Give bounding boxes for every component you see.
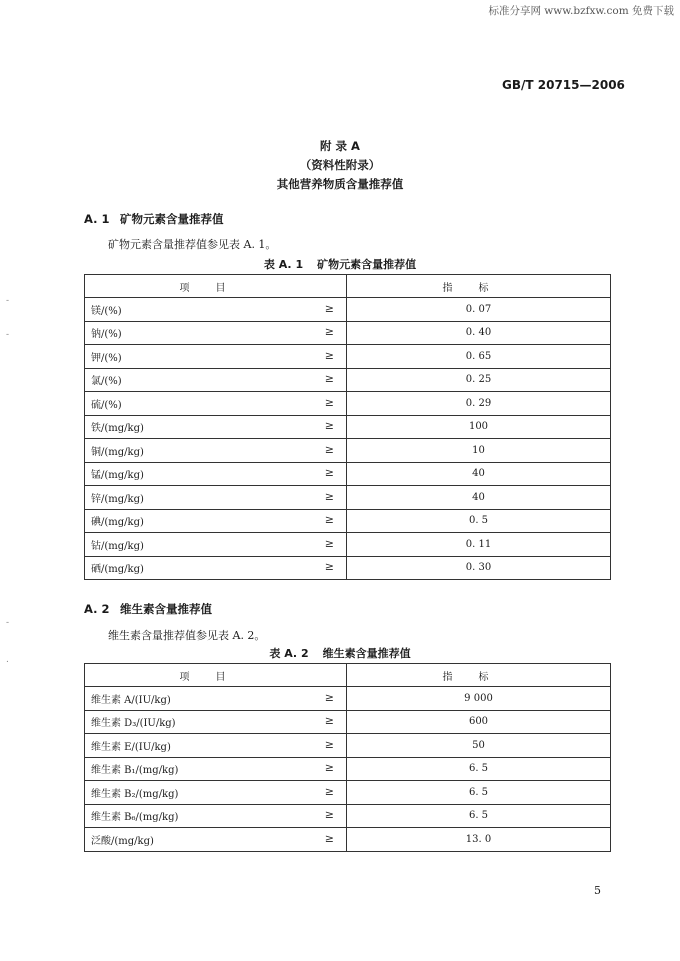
table-a1-item-label: 铁/(mg/kg): [91, 423, 144, 435]
table-a1-item-cell: [85, 368, 347, 392]
table-a1-value-cell: 40: [347, 462, 611, 486]
table-a1-value-cell: 0. 30: [347, 556, 611, 580]
table-a1-header-row: [85, 275, 611, 298]
greater-equal-sign: ≥: [324, 536, 334, 550]
standard-code: GB/T 20715—2006: [502, 78, 625, 92]
table-a2-item-label: 维生素 B₆/(mg/kg): [91, 812, 179, 824]
table-a1-item-cell: [85, 486, 347, 510]
table-a1-item-label: 锌/(mg/kg): [91, 493, 144, 505]
table-a2-header-item: 项目: [85, 664, 347, 687]
table-a1-item-label: 钴/(mg/kg): [91, 540, 144, 552]
section-a1-paragraph: 矿物元素含量推荐值参见表 A. 1。: [108, 238, 277, 251]
table-a1-item-cell: [85, 345, 347, 369]
greater-equal-sign: ≥: [324, 784, 334, 798]
table-a1-item-cell: [85, 533, 347, 557]
table-a1-item-cell: [85, 439, 347, 463]
greater-equal-sign: ≥: [324, 513, 334, 527]
table-a1-value-cell: 0. 11: [347, 533, 611, 557]
table-a1-value-cell: 10: [347, 439, 611, 463]
section-a2-paragraph: 维生素含量推荐值参见表 A. 2。: [108, 629, 266, 642]
scan-mark: .: [6, 655, 9, 665]
table-a2-value-cell: 6. 5: [347, 757, 611, 781]
table-a1-row: [85, 556, 611, 580]
table-a2-item-label: 维生素 E/(IU/kg): [91, 741, 171, 753]
section-a2-number: A. 2: [84, 602, 110, 616]
table-a1-item-label: 硒/(mg/kg): [91, 564, 144, 576]
table-a1-value-cell: 100: [347, 415, 611, 439]
table-a1-row: [85, 392, 611, 416]
table-a2-header-row: [85, 664, 611, 687]
table-a2-item-label: 维生素 A/(IU/kg): [91, 694, 171, 706]
greater-equal-sign: ≥: [324, 372, 334, 386]
table-a1-item-cell: [85, 509, 347, 533]
table-a1-header-item: 项目: [85, 275, 347, 298]
table-a1-caption-number: 表 A. 1: [263, 258, 304, 271]
table-a1-item-cell: [85, 556, 347, 580]
table-a2-value-cell: 13. 0: [347, 828, 611, 852]
table-a1-value-cell: 0. 29: [347, 392, 611, 416]
table-a2-caption-title: 维生素含量推荐值: [322, 647, 411, 660]
table-a1-item-cell: [85, 415, 347, 439]
table-a2-item-cell: [85, 710, 347, 734]
table-a1-value-cell: 40: [347, 486, 611, 510]
section-a1-heading: [84, 211, 224, 227]
table-a2-value-cell: 6. 5: [347, 804, 611, 828]
table-a2-item-cell: [85, 757, 347, 781]
table-a1-item-label: 碘/(mg/kg): [91, 517, 144, 529]
table-a2-caption: [0, 645, 680, 661]
scan-mark: -: [6, 296, 10, 306]
appendix-subtitle: （资料性附录）: [299, 158, 381, 172]
greater-equal-sign: ≥: [324, 419, 334, 433]
greater-equal-sign: ≥: [324, 737, 334, 751]
table-a1-value-cell: 0. 40: [347, 321, 611, 345]
table-a1-row: [85, 415, 611, 439]
scan-mark: -: [6, 618, 10, 628]
table-a1-row: [85, 509, 611, 533]
table-a2-value-cell: 50: [347, 734, 611, 758]
table-a2-row: [85, 757, 611, 781]
table-a1-item-label: 镁/(%): [91, 305, 122, 317]
section-a1-title: 矿物元素含量推荐值: [120, 212, 224, 226]
table-a1-header-value: 指标: [347, 275, 611, 298]
section-a1-number: A. 1: [84, 212, 110, 226]
table-a2-item-cell: [85, 804, 347, 828]
page-number: 5: [594, 884, 601, 897]
table-a1-row: [85, 486, 611, 510]
section-a2-title: 维生素含量推荐值: [120, 602, 212, 616]
greater-equal-sign: ≥: [324, 808, 334, 822]
table-a2-row: [85, 828, 611, 852]
table-a1-item-label: 锰/(mg/kg): [91, 470, 144, 482]
table-a2-item-label: 维生素 B₁/(mg/kg): [91, 765, 179, 777]
table-a1-item-label: 钾/(%): [91, 352, 122, 364]
table-a2-item-label: 维生素 D₃/(IU/kg): [91, 718, 176, 730]
table-a1-value-cell: 0. 07: [347, 298, 611, 322]
table-a2-value-cell: 600: [347, 710, 611, 734]
table-a1-item-cell: [85, 298, 347, 322]
greater-equal-sign: ≥: [324, 761, 334, 775]
table-a1-value-cell: 0. 5: [347, 509, 611, 533]
table-a2-row: [85, 710, 611, 734]
table-a2-item-label: 泛酸/(mg/kg): [91, 835, 154, 847]
table-a2-header-value: 指标: [347, 664, 611, 687]
table-a1-item-cell: [85, 462, 347, 486]
table-a1-item-label: 铜/(mg/kg): [91, 446, 144, 458]
section-a2-heading: [84, 601, 212, 617]
greater-equal-sign: ≥: [324, 466, 334, 480]
greater-equal-sign: ≥: [324, 489, 334, 503]
table-a1-item-label: 钠/(%): [91, 329, 122, 341]
table-a1-row: [85, 533, 611, 557]
table-a2-caption-number: 表 A. 2: [269, 647, 309, 660]
greater-equal-sign: ≥: [324, 831, 334, 845]
appendix-heading: 其他营养物质含量推荐值: [276, 177, 404, 191]
greater-equal-sign: ≥: [324, 325, 334, 339]
table-a2-row: [85, 734, 611, 758]
scan-mark: -: [6, 330, 10, 340]
table-a1-row: [85, 368, 611, 392]
greater-equal-sign: ≥: [324, 301, 334, 315]
table-a1-row: [85, 462, 611, 486]
table-a1-row: [85, 439, 611, 463]
table-a2: [84, 663, 611, 852]
table-a1-row: [85, 345, 611, 369]
greater-equal-sign: ≥: [324, 442, 334, 456]
table-a2-item-cell: [85, 734, 347, 758]
table-a2-value-cell: 9 000: [347, 687, 611, 711]
table-a2-item-label: 维生素 B₂/(mg/kg): [91, 788, 179, 800]
table-a1-item-cell: [85, 392, 347, 416]
table-a1-row: [85, 298, 611, 322]
greater-equal-sign: ≥: [324, 714, 334, 728]
greater-equal-sign: ≥: [324, 560, 334, 574]
greater-equal-sign: ≥: [324, 395, 334, 409]
appendix-title: 附 录 A: [320, 139, 360, 153]
table-a1-value-cell: 0. 65: [347, 345, 611, 369]
table-a2-value-cell: 6. 5: [347, 781, 611, 805]
greater-equal-sign: ≥: [324, 690, 334, 704]
table-a1-caption: [0, 256, 680, 272]
table-a2-row: [85, 804, 611, 828]
table-a1-value-cell: 0. 25: [347, 368, 611, 392]
table-a1-caption-title: 矿物元素含量推荐值: [317, 258, 417, 271]
table-a2-item-cell: [85, 781, 347, 805]
watermark: 标准分享网 www.bzfxw.com 免费下载: [488, 5, 674, 17]
table-a2-item-cell: [85, 687, 347, 711]
table-a1: [84, 274, 611, 580]
table-a2-row: [85, 781, 611, 805]
table-a1-row: [85, 321, 611, 345]
table-a1-item-label: 氯/(%): [91, 376, 122, 388]
table-a2-item-cell: [85, 828, 347, 852]
table-a1-item-cell: [85, 321, 347, 345]
table-a2-row: [85, 687, 611, 711]
table-a1-item-label: 硫/(%): [91, 399, 122, 411]
greater-equal-sign: ≥: [324, 348, 334, 362]
